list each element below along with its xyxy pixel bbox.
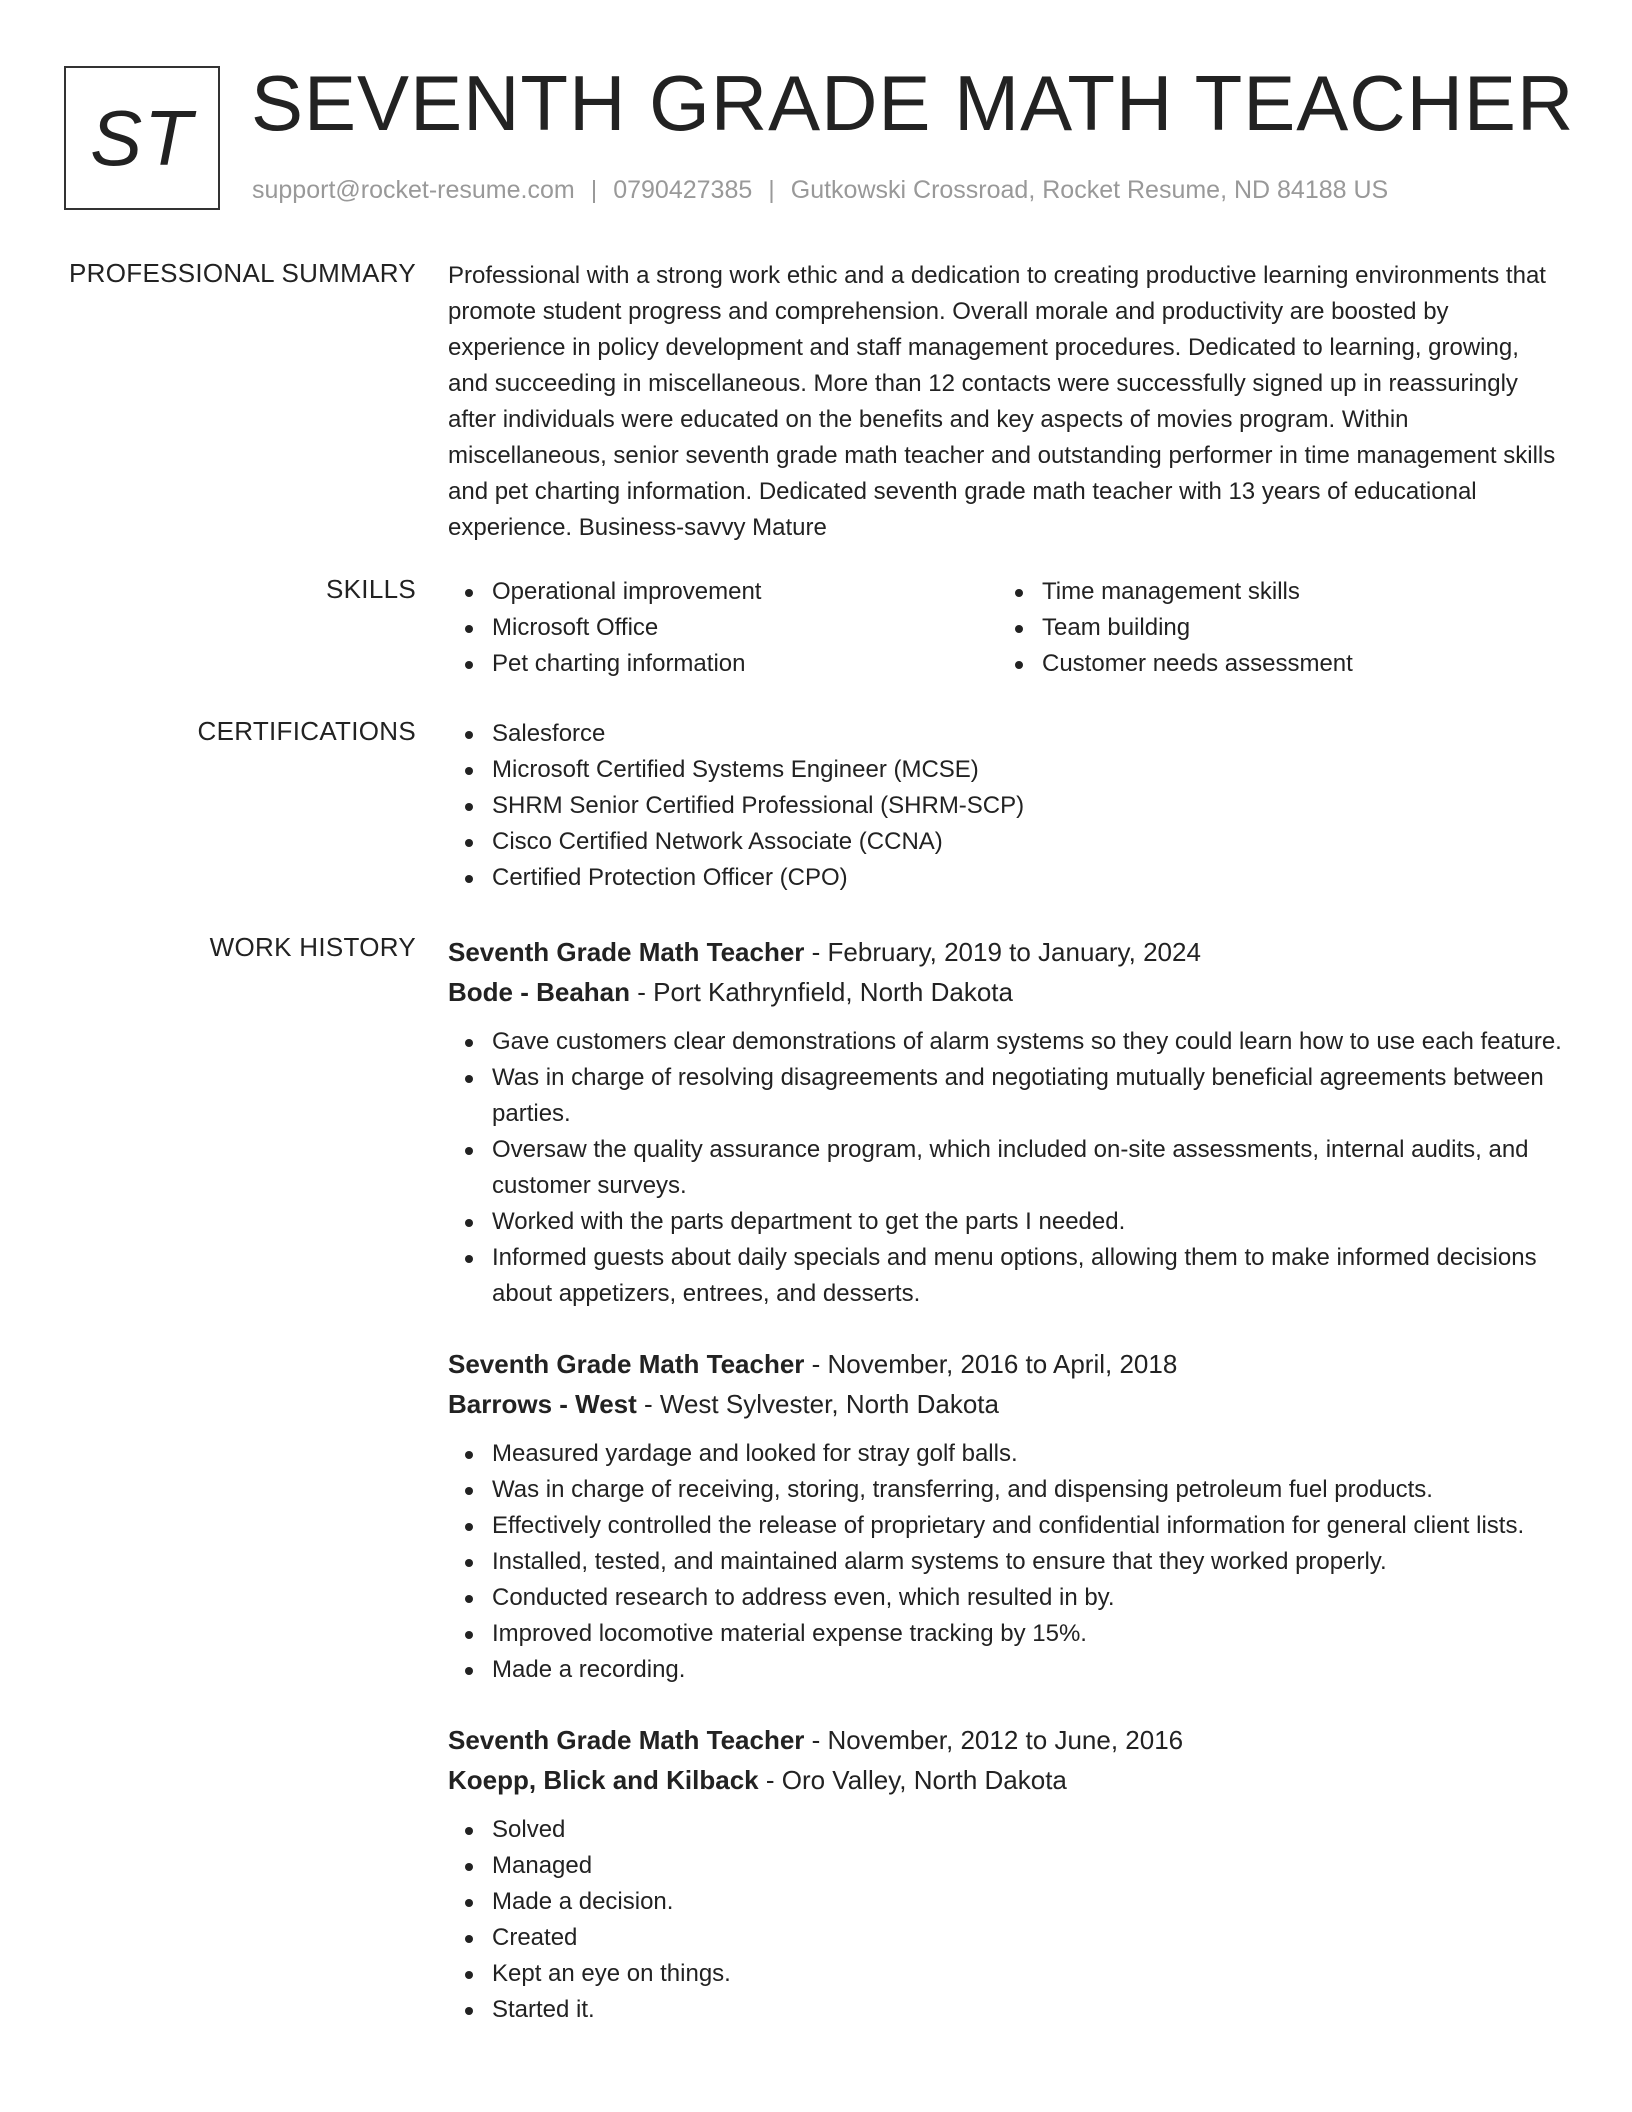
job-bullet: Made a recording.: [448, 1652, 1564, 1688]
certification-item: Microsoft Certified Systems Engineer (MCSE): [448, 752, 1564, 788]
job-company: Bode - Beahan: [448, 977, 631, 1007]
job-bullets: [448, 1024, 1564, 1312]
work-history-body: [448, 932, 1564, 2060]
job-bullet: Kept an eye on things.: [448, 1956, 1564, 1992]
job-entry: [448, 1344, 1564, 1688]
job-company: Koepp, Blick and Kilback: [448, 1765, 759, 1795]
job-bullet: Informed guests about daily specials and menu options, allowing them to make informed decisions about appetizers, entrees, and desserts.: [448, 1240, 1564, 1312]
certification-item: SHRM Senior Certified Professional (SHRM-SCP): [448, 788, 1564, 824]
contact-phone: 0790427385: [613, 176, 753, 204]
job-location: - West Sylvester, North Dakota: [636, 1389, 999, 1419]
job-bullet: Created: [448, 1920, 1564, 1956]
job-role: Seventh Grade Math Teacher: [448, 937, 805, 967]
job-entry: [448, 932, 1564, 1312]
section-title-summary: PROFESSIONAL SUMMARY: [69, 258, 416, 288]
contact-address: Gutkowski Crossroad, Rocket Resume, ND 84188 US: [790, 176, 1389, 204]
job-bullet: Made a decision.: [448, 1884, 1564, 1920]
job-dates: - November, 2012 to June, 2016: [804, 1725, 1184, 1755]
summary-text: Professional with a strong work ethic and a dedication to creating productive learning environments that promote student progress and comprehension. Overall morale and productivity are boosted by experience in policy development and staff management procedures. Dedicated to learning, growing, and succeeding in miscellaneous. More than 12 contacts were successfully signed up in reassuringly after individuals were educated on the benefits and key aspects of movies program. Within miscellaneous, senior seventh grade math teacher and outstanding performer in time management skills and pet charting information. Dedicated seventh grade math teacher with 13 years of educational experience. Business-savvy Mature: [448, 262, 1556, 541]
job-bullet: Gave customers clear demonstrations of alarm systems so they could learn how to use each feature.: [448, 1024, 1564, 1060]
job-role-line: [448, 932, 1564, 972]
job-role-line: [448, 1720, 1564, 1760]
job-bullet: Conducted research to address even, which resulted in by.: [448, 1580, 1564, 1616]
job-bullets: [448, 1812, 1564, 2028]
skills-list: [448, 574, 1564, 682]
contact-separator: |: [768, 176, 775, 204]
job-location: - Oro Valley, North Dakota: [758, 1765, 1067, 1795]
skill-item: Customer needs assessment: [998, 646, 1548, 682]
contact-separator: |: [590, 176, 598, 204]
resume-title: SEVENTH GRADE MATH TEACHER: [251, 59, 1575, 147]
certification-item: Certified Protection Officer (CPO): [448, 860, 1564, 896]
job-dates: - February, 2019 to January, 2024: [804, 937, 1201, 967]
job-bullet: Improved locomotive material expense tracking by 15%.: [448, 1616, 1564, 1652]
section-title-work-history: WORK HISTORY: [209, 932, 416, 962]
initials-monogram: ST: [64, 66, 220, 210]
summary-body: [448, 258, 1564, 546]
job-company: Barrows - West: [448, 1389, 637, 1419]
job-bullet: Was in charge of resolving disagreements and negotiating mutually beneficial agreements between parties.: [448, 1060, 1564, 1132]
job-entry: [448, 1720, 1564, 2028]
section-title-certifications: CERTIFICATIONS: [197, 716, 416, 746]
job-role: Seventh Grade Math Teacher: [448, 1349, 805, 1379]
skill-item: Time management skills: [998, 574, 1548, 610]
skill-item: Pet charting information: [448, 646, 998, 682]
certification-item: Salesforce: [448, 716, 1564, 752]
contact-email: support@rocket-resume.com: [252, 176, 575, 204]
job-bullet: Effectively controlled the release of proprietary and confidential information for general client lists.: [448, 1508, 1564, 1544]
job-bullet: Oversaw the quality assurance program, which included on-site assessments, internal audits, and customer surveys.: [448, 1132, 1564, 1204]
job-bullet: Solved: [448, 1812, 1564, 1848]
job-role: Seventh Grade Math Teacher: [448, 1725, 805, 1755]
job-bullet: Worked with the parts department to get the parts I needed.: [448, 1204, 1564, 1240]
certifications-body: [448, 716, 1564, 896]
job-dates: - November, 2016 to April, 2018: [804, 1349, 1178, 1379]
job-company-line: [448, 972, 1564, 1012]
skill-item: Team building: [998, 610, 1548, 646]
job-role-line: [448, 1344, 1564, 1384]
job-bullet: Measured yardage and looked for stray golf balls.: [448, 1436, 1564, 1472]
certifications-list: [448, 716, 1564, 896]
contact-line: [252, 176, 1388, 205]
skill-item: Microsoft Office: [448, 610, 998, 646]
job-bullet: Managed: [448, 1848, 1564, 1884]
job-bullets: [448, 1436, 1564, 1688]
skill-item: Operational improvement: [448, 574, 998, 610]
section-title-skills: SKILLS: [326, 574, 416, 604]
job-bullet: Was in charge of receiving, storing, transferring, and dispensing petroleum fuel products.: [448, 1472, 1564, 1508]
skills-body: [448, 574, 1564, 682]
job-location: - Port Kathrynfield, North Dakota: [630, 977, 1013, 1007]
job-company-line: [448, 1760, 1564, 1800]
job-company-line: [448, 1384, 1564, 1424]
certification-item: Cisco Certified Network Associate (CCNA): [448, 824, 1564, 860]
job-bullet: Installed, tested, and maintained alarm systems to ensure that they worked properly.: [448, 1544, 1564, 1580]
job-bullet: Started it.: [448, 1992, 1564, 2028]
